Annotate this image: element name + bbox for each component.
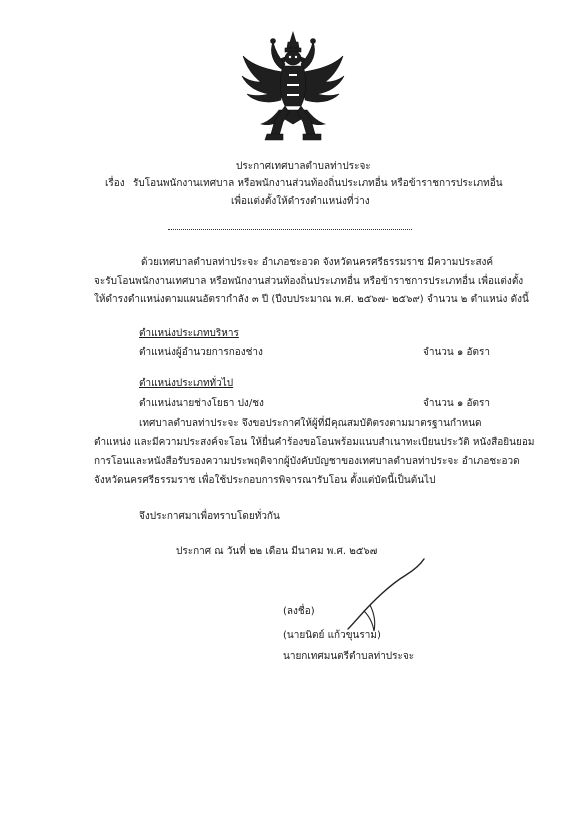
position-director-public-works: ตำแหน่งผู้อำนวยการกองช่าง [139, 347, 263, 358]
intro-line-1: ด้วยเทศบาลตำบลท่าประจะ อำเภอชะอวด จังหวัดนครศรีธรรมราช มีความประสงค์ [141, 257, 494, 268]
position-civil-technician: ตำแหน่งนายช่างโยธา ปง/ชง [139, 398, 264, 409]
position-count: จำนวน ๑ อัตรา [423, 398, 490, 409]
subject-line-2: เพื่อแต่งตั้งให้ดำรงตำแหน่งที่ว่าง [231, 196, 370, 207]
body-line-2: ตำแหน่ง และมีความประสงค์จะโอน ให้ยื่นคำร้องขอโอนพร้อมแนบสำเนาทะเบียนประวัติ หนังสือยินยอม [94, 437, 535, 448]
signatory-name: (นายนิตย์ แก้วขุนราม) [283, 630, 381, 641]
document-title: ประกาศเทศบาลตำบลท่าประจะ [236, 161, 371, 172]
handwritten-signature [340, 555, 440, 637]
announcement-date: ประกาศ ณ วันที่ ๒๒ เดือน มีนาคม พ.ศ. ๒๕๖๗ [176, 546, 378, 557]
subject-label: เรื่อง [105, 178, 125, 189]
section-heading-general: ตำแหน่งประเภททั่วไป [139, 378, 234, 389]
body-line-3: การโอนและหนังสือรับรองความประพฤติจากผู้บังคับบัญชาของเทศบาลตำบลท่าประจะ อำเภอชะอวด [94, 456, 520, 467]
subject-line-1: รับโอนพนักงานเทศบาล หรือพนักงานส่วนท้องถิ่นประเภทอื่น หรือข้าราชการประเภทอื่น [133, 178, 503, 189]
sign-label: (ลงชื่อ) [283, 606, 315, 617]
position-count: จำนวน ๑ อัตรา [423, 347, 490, 358]
signatory-title: นายกเทศมนตรีตำบลท่าประจะ [283, 651, 415, 662]
closing-text: จึงประกาศมาเพื่อทราบโดยทั่วกัน [139, 511, 280, 522]
separator-dotted-line [168, 229, 412, 230]
intro-line-2: จะรับโอนพนักงานเทศบาล หรือพนักงานส่วนท้องถิ่นประเภทอื่น หรือข้าราชการประเภทอื่น เพื่อแต่งตั้ง [94, 276, 524, 287]
garuda-emblem-icon [239, 30, 347, 142]
body-line-1: เทศบาลตำบลท่าประจะ จึงขอประกาศให้ผู้ที่มีคุณสมบัติตรงตามมาตรฐานกำหนด [139, 418, 482, 429]
section-heading-executive: ตำแหน่งประเภทบริหาร [139, 328, 239, 339]
intro-line-3: ให้ดำรงตำแหน่งตามแผนอัตรากำลัง ๓ ปี (ปีงบประมาณ พ.ศ. ๒๕๖๗- ๒๕๖๙) จำนวน ๒ ตำแหน่ง ดังนี้ [94, 294, 529, 305]
body-line-4: จังหวัดนครศรีธรรมราช เพื่อใช้ประกอบการพิจารณารับโอน ตั้งแต่บัดนี้เป็นต้นไป [94, 475, 436, 486]
